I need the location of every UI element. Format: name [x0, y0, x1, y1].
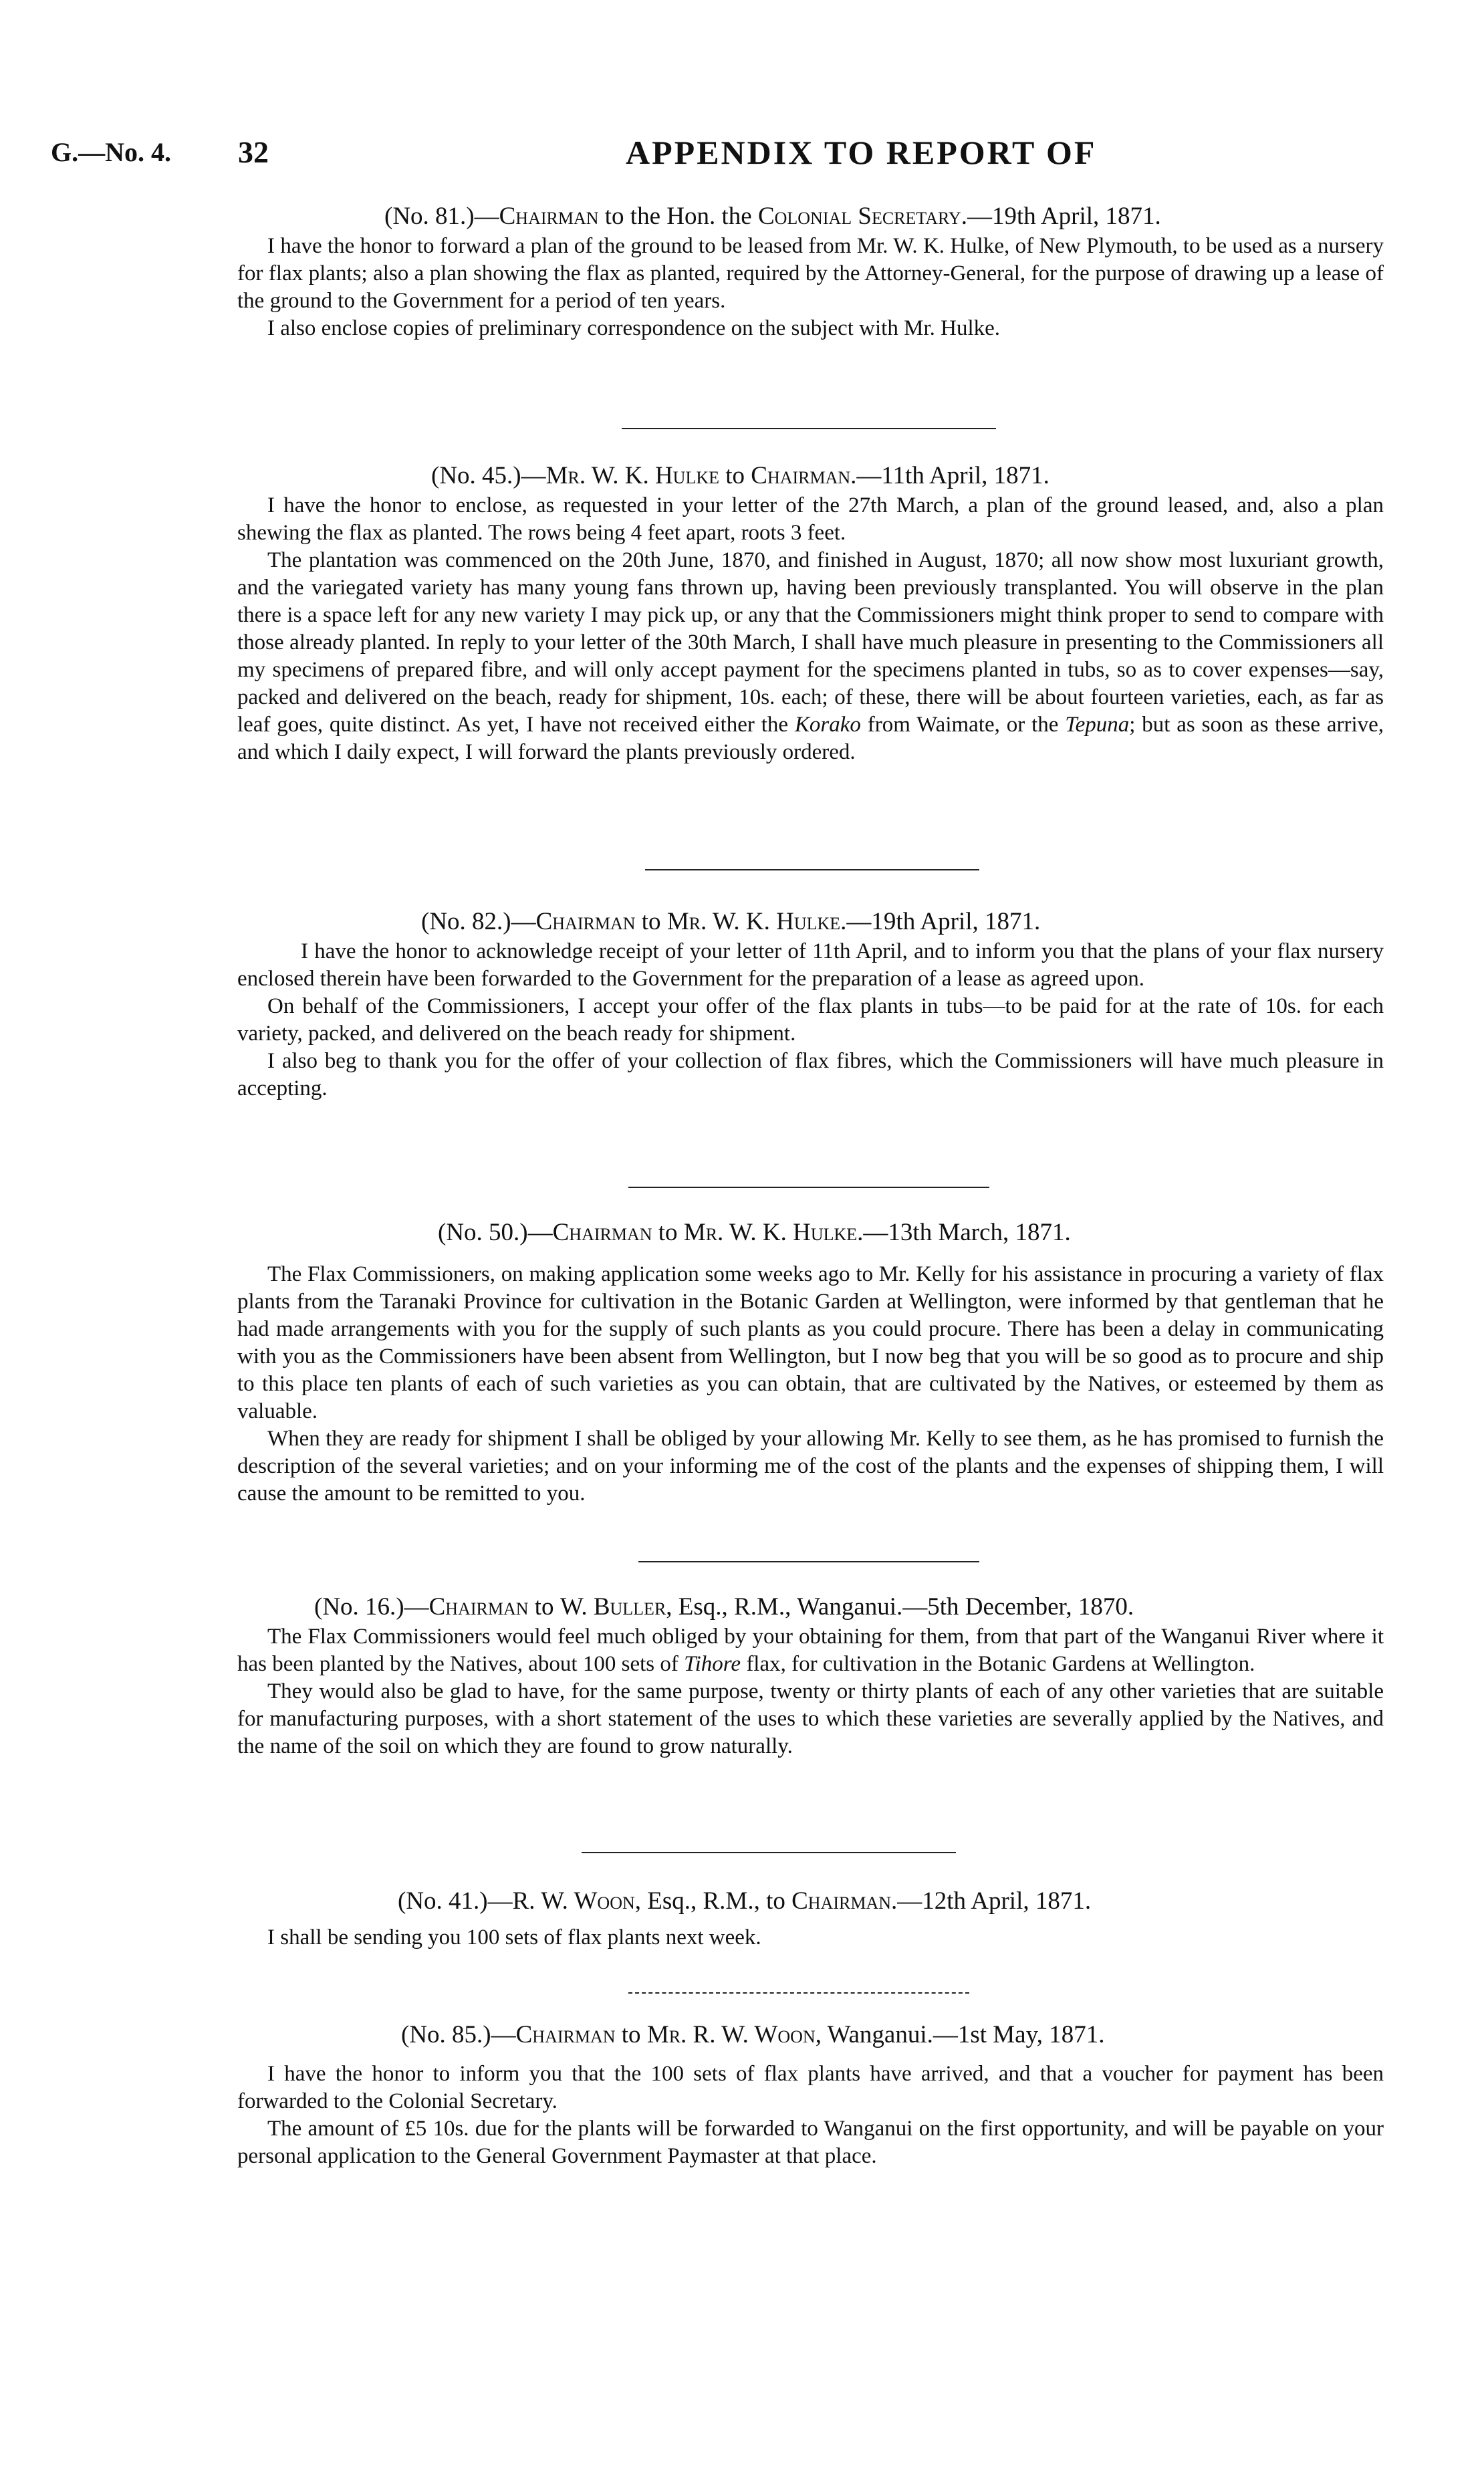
letter-no-81	[237, 201, 1384, 342]
letter-paragraph: On behalf of the Commissioners, I accept your offer of the flax plants in tubs—to be paid for at the rate of 10s. for each variety, packed, and delivered on the beach ready for shipment.	[237, 994, 1384, 1046]
running-header	[51, 132, 1388, 172]
letter-no-41	[237, 1885, 1384, 1951]
section-divider	[638, 1561, 979, 1562]
letter-paragraph: They would also be glad to have, for the same purpose, twenty or thirty plants of each of any other varieties that are suitable for manufacturing purposes, with a short statement of the uses to which these varieties are severally applied by the Natives, and the name of the soil on which they are found to grow naturally.	[237, 1679, 1384, 1758]
letter-paragraph: I have the honor to inform you that the 100 sets of flax plants have arrived, and that a voucher for payment has been forwarded to the Colonial Secretary.	[237, 2062, 1384, 2113]
letter-paragraph: I also beg to thank you for the offer of your collection of flax fibres, which the Commissioners will have much pleasure in accepting.	[237, 1049, 1384, 1100]
letter-paragraph: I have the honor to acknowledge receipt of your letter of 11th April, and to inform you that the plans of your flax nursery enclosed therein have been forwarded to the Government for the preparation of a lease as agreed upon.	[237, 939, 1384, 991]
letter-heading: (No. 45.)—Mr. W. K. Hulke to Chairman.—11th April, 1871.	[431, 462, 1049, 489]
letter-paragraph: The Flax Commissioners would feel much obliged by your obtaining for them, from that part of the Wanganui River where it has been planted by the Natives, about 100 sets of Tihore flax, for cultivation in the Botanic Gardens at Wellington.	[237, 1625, 1384, 1676]
flax-variety-name: Korako	[794, 713, 861, 737]
letter-paragraph: I have the honor to enclose, as requested in your letter of the 27th March, a plan of the ground leased, and, also a plan shewing the flax as planted. The rows being 4 feet apart, roots 3 feet.	[237, 493, 1384, 545]
section-divider	[628, 1992, 969, 1994]
section-divider	[582, 1852, 956, 1853]
flax-variety-name: Tihore	[684, 1652, 741, 1676]
letter-no-85	[237, 2019, 1384, 2170]
page-title: APPENDIX TO REPORT OF	[626, 134, 1097, 171]
letter-paragraph: The amount of £5 10s. due for the plants will be forwarded to Wanganui on the first opportunity, and will be payable on your personal application to the General Government Paymaster at that place.	[237, 2117, 1384, 2168]
flax-variety-name: Tepuna	[1065, 713, 1130, 737]
page-number: 32	[238, 135, 269, 169]
letter-heading: (No. 81.)—Chairman to the Hon. the Colonial Secretary.—19th April, 1871.	[384, 203, 1161, 230]
letter-heading: (No. 16.)—Chairman to W. Buller, Esq., R.M., Wanganui.—5th December, 1870.	[314, 1593, 1134, 1621]
letter-paragraph: When they are ready for shipment I shall be obliged by your allowing Mr. Kelly to see them, as he has promised to furnish the description of the several varieties; and on your informing me of the cost of the plants and the expenses of shipping them, I will cause the amount to be remitted to you.	[237, 1427, 1384, 1506]
section-divider	[628, 1187, 989, 1188]
letter-no-82	[237, 906, 1384, 1102]
letter-paragraph: The Flax Commissioners, on making application some weeks ago to Mr. Kelly for his assistance in procuring a variety of flax plants from the Taranaki Province for cultivation in the Botanic Garden at Wellington, were informed by that gentleman that he had made arrangements with you for the supply of such plants as you could procure. There has been a delay in communicating with you as the Commissioners have been absent from Wellington, but I now beg that you will be so good as to procure and ship to this place ten plants of each of such varieties as you can obtain, that are cultivated by the Natives, or esteemed by them as valuable.	[237, 1262, 1384, 1423]
letter-paragraph: I have the honor to forward a plan of the ground to be leased from Mr. W. K. Hulke, of New Plymouth, to be used as a nursery for flax plants; also a plan showing the flax as planted, required by the Attorney-General, for the purpose of drawing up a lease of the ground to the Government for a period of ten years.	[237, 234, 1384, 313]
letter-heading: (No. 41.)—R. W. Woon, Esq., R.M., to Chairman.—12th April, 1871.	[398, 1887, 1092, 1915]
letter-heading: (No. 85.)—Chairman to Mr. R. W. Woon, Wanganui.—1st May, 1871.	[401, 2021, 1105, 2048]
section-divider	[622, 428, 996, 429]
letter-heading: (No. 82.)—Chairman to Mr. W. K. Hulke.—19th April, 1871.	[421, 908, 1041, 935]
letter-paragraph: The plantation was commenced on the 20th June, 1870, and finished in August, 1870; all now show most luxuriant growth, and the variegated variety has many young fans thrown up, having been previously transplanted. You will observe in the plan there is a space left for any new variety I may pick up, or any that the Commissioners might think proper to send to compare with those already planted. In reply to your letter of the 30th March, I shall have much pleasure in presenting to the Commissioners all my specimens of prepared fibre, and will only accept payment for the specimens planted in tubs, so as to cover expenses—say, packed and delivered on the beach, ready for shipment, 10s. each; of these, there will be about fourteen varieties, each, as far as leaf goes, quite distinct. As yet, I have not received either the Korako from Waimate, or the Tepuna; but as soon as these arrive, and which I daily expect, I will forward the plants previously ordered.	[237, 548, 1384, 764]
parliamentary-reference: G.—No. 4.	[51, 137, 171, 167]
letter-no-45	[237, 460, 1384, 766]
letter-no-16	[237, 1591, 1384, 1760]
letter-no-50	[237, 1217, 1384, 1508]
letter-heading: (No. 50.)—Chairman to Mr. W. K. Hulke.—13th March, 1871.	[438, 1219, 1071, 1246]
section-divider	[645, 869, 979, 870]
letter-paragraph: I also enclose copies of preliminary correspondence on the subject with Mr. Hulke.	[267, 316, 1001, 340]
letter-paragraph: I shall be sending you 100 sets of flax plants next week.	[267, 1925, 761, 1949]
